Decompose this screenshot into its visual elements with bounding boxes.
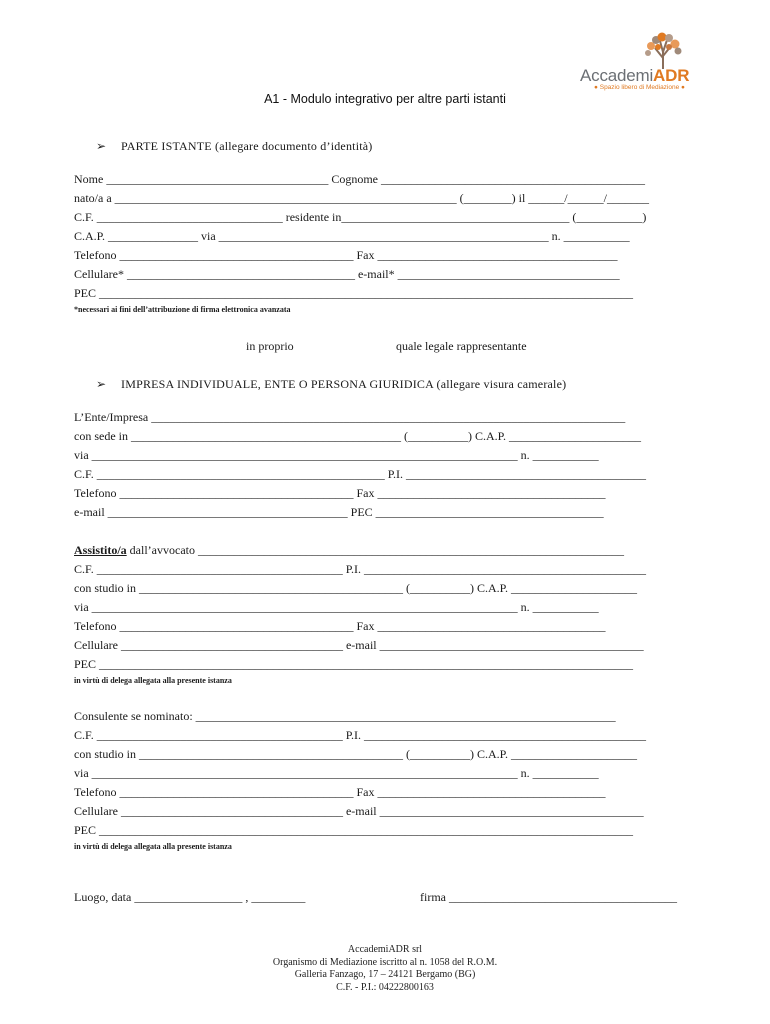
field-telefono-fax[interactable]: Telefono _______________________________________ Fax ______________________________________ bbox=[74, 486, 606, 500]
field-telefono-fax[interactable]: Telefono _______________________________________ Fax ______________________________________ bbox=[74, 619, 606, 633]
field-cellulare-email[interactable]: Cellulare* ______________________________________ e-mail* _____________________________________ bbox=[74, 267, 620, 281]
field-firma[interactable]: firma ______________________________________ bbox=[420, 890, 677, 904]
field-nome-cognome[interactable]: Nome _____________________________________ Cognome ____________________________________________ bbox=[74, 172, 645, 186]
field-via[interactable]: via _______________________________________________________________________ n. ___________ bbox=[74, 600, 599, 614]
field-sede-cap[interactable]: con sede in _____________________________________________ (__________) C.A.P. ______________________ bbox=[74, 429, 641, 443]
arrow-bullet-icon: ➢ bbox=[96, 139, 107, 153]
field-via[interactable]: via _______________________________________________________________________ n. ___________ bbox=[74, 766, 599, 780]
field-cellulare-email[interactable]: Cellulare _____________________________________ e-mail ____________________________________________ bbox=[74, 638, 644, 652]
field-assistito-avvocato[interactable]: Assistito/a dall’avvocato _______________________________________________________________________ bbox=[74, 543, 624, 557]
arrow-bullet-icon: ➢ bbox=[96, 377, 107, 391]
field-pec[interactable]: PEC _________________________________________________________________________________________ bbox=[74, 657, 634, 671]
field-consulente[interactable]: Consulente se nominato: ______________________________________________________________________ bbox=[74, 709, 616, 723]
note-delega: in virtù di delega allegata alla presente istanza bbox=[74, 842, 232, 851]
accademiadr-logo bbox=[580, 32, 700, 92]
footer-company: AccademiADR srl bbox=[347, 944, 423, 955]
form-title: A1 - Modulo integrativo per altre parti istanti bbox=[264, 92, 506, 106]
field-studio-cap[interactable]: con studio in ____________________________________________ (__________) C.A.P. _____________________ bbox=[74, 747, 638, 761]
tree-logo-icon bbox=[638, 32, 688, 70]
field-email-pec[interactable]: e-mail ________________________________________ PEC ______________________________________ bbox=[74, 505, 604, 519]
option-legale-rappresentante[interactable]: quale legale rappresentante bbox=[396, 339, 527, 353]
section-heading: IMPRESA INDIVIDUALE, ENTE O PERSONA GIURIDICA (allegare visura camerale) bbox=[121, 377, 567, 391]
footer-address: Galleria Fanzago, 17 – 24121 Bergamo (BG) bbox=[294, 969, 476, 980]
field-telefono-fax[interactable]: Telefono _______________________________________ Fax ______________________________________ bbox=[74, 785, 606, 799]
field-cap-via[interactable]: C.A.P. _______________ via _______________________________________________________ n. ___________ bbox=[74, 229, 630, 243]
field-via[interactable]: via _______________________________________________________________________ n. ___________ bbox=[74, 448, 599, 462]
field-cf-residenza[interactable]: C.F. _______________________________ residente in______________________________________ (___________) bbox=[74, 210, 647, 224]
logo-tagline: ● Spazio libero di Mediazione ● bbox=[594, 84, 685, 91]
field-ente-impresa[interactable]: L’Ente/Impresa _______________________________________________________________________________ bbox=[74, 410, 626, 424]
field-cf-pi[interactable]: C.F. _________________________________________ P.I. _______________________________________________ bbox=[74, 728, 647, 742]
option-in-proprio[interactable]: in proprio bbox=[246, 339, 294, 353]
field-cellulare-email[interactable]: Cellulare _____________________________________ e-mail ____________________________________________ bbox=[74, 804, 644, 818]
footer-tax-id: C.F. - P.I.: 04222800163 bbox=[336, 981, 434, 993]
field-telefono-fax[interactable]: Telefono _______________________________________ Fax ________________________________________ bbox=[74, 248, 618, 262]
field-pec[interactable]: PEC _________________________________________________________________________________________ bbox=[74, 286, 634, 300]
note-delega: in virtù di delega allegata alla presente istanza bbox=[74, 676, 232, 685]
logo-wordmark: AccademiADR bbox=[580, 66, 690, 85]
note-firma-elettronica: *necessari ai fini dell’attribuzione di firma elettronica avanzata bbox=[74, 305, 291, 314]
field-cf-pi[interactable]: C.F. _________________________________________ P.I. _______________________________________________ bbox=[74, 562, 647, 576]
field-cf-pi[interactable]: C.F. ________________________________________________ P.I. ________________________________________ bbox=[74, 467, 647, 481]
footer bbox=[0, 944, 770, 994]
field-luogo-data[interactable]: Luogo, data __________________ , _________ bbox=[74, 890, 306, 904]
field-nascita[interactable]: nato/a a _________________________________________________________ (________) il ______/______/_______ bbox=[74, 191, 649, 205]
section-heading: PARTE ISTANTE (allegare documento d’identità) bbox=[121, 139, 373, 153]
field-pec[interactable]: PEC _________________________________________________________________________________________ bbox=[74, 823, 634, 837]
field-studio-cap[interactable]: con studio in ____________________________________________ (__________) C.A.P. _____________________ bbox=[74, 581, 638, 595]
footer-registration: Organismo di Mediazione iscritto al n. 1058 del R.O.M. bbox=[272, 956, 498, 968]
